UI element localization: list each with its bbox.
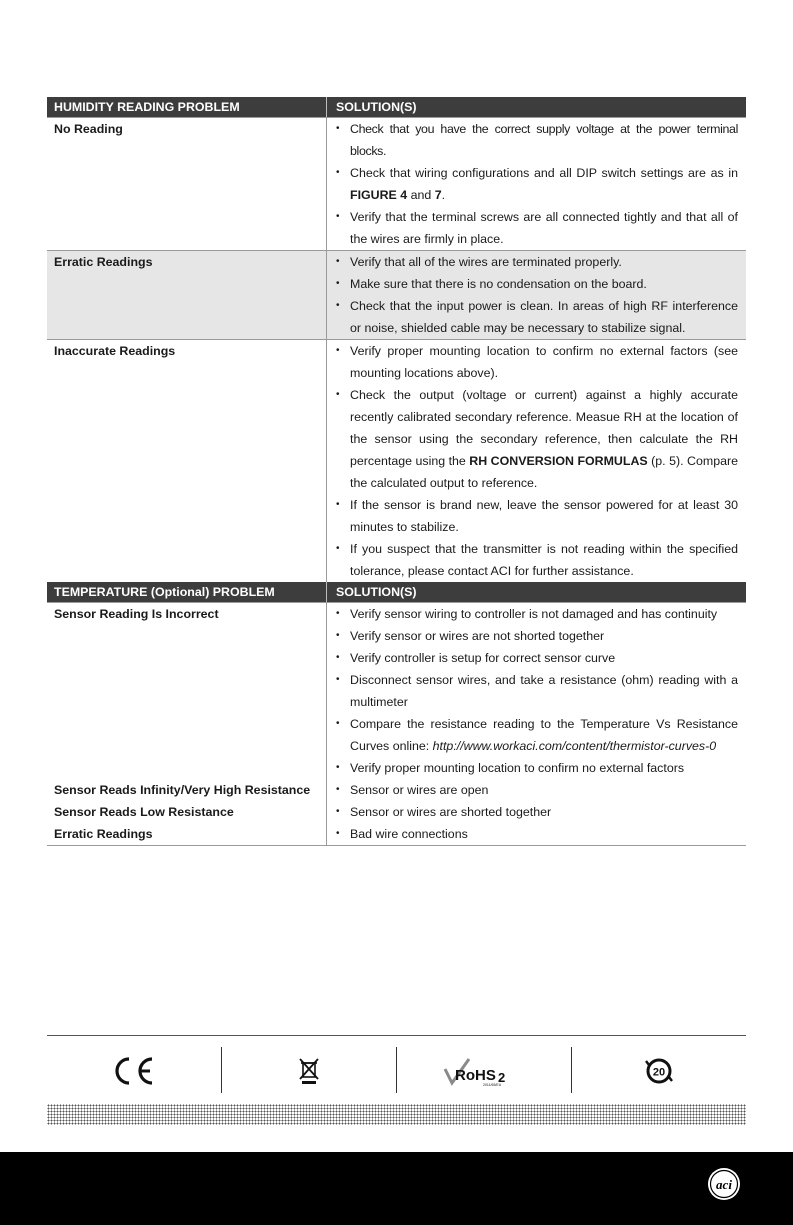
solution-cell (327, 603, 746, 779)
svg-text:2011/65/EU: 2011/65/EU (483, 1083, 502, 1087)
table-row (47, 801, 746, 823)
problem-cell: Sensor Reads Low Resistance (47, 801, 327, 823)
problem-column-header: HUMIDITY READING PROBLEM (54, 100, 240, 114)
solution-bullet: • Verify proper mounting location to confirm no external factors (see mounting locations above). (336, 344, 738, 380)
dotted-band (47, 1104, 746, 1125)
ce-mark-icon (112, 1055, 156, 1087)
solution-bullet: • Verify controller is setup for correct sensor curve (336, 651, 616, 665)
table-header (47, 582, 746, 602)
table-row (47, 602, 746, 779)
problem-cell: Erratic Readings (47, 823, 327, 845)
rohs2-logo (397, 1047, 571, 1095)
solution-column-header: SOLUTION(S) (336, 100, 417, 114)
ce-mark-logo (47, 1047, 221, 1095)
solution-bullet: • If the sensor is brand new, leave the sensor powered for at least 30 minutes to stabilize. (336, 498, 738, 534)
weee-logo (222, 1047, 396, 1095)
solution-bullet: • Disconnect sensor wires, and take a resistance (ohm) reading with a multimeter (336, 673, 738, 709)
problem-column-header: TEMPERATURE (Optional) PROBLEM (54, 585, 275, 599)
certification-logos (47, 1047, 746, 1095)
solution-bullet: • Compare the resistance reading to the Temperature Vs Resistance Curves online: http://www.workaci.com/content/thermistor-curves-0 (336, 717, 738, 753)
weee-bin-icon (298, 1057, 320, 1085)
table-row (47, 339, 746, 582)
table-row (47, 779, 746, 801)
solution-bullet: • Verify sensor or wires are not shorted together (336, 629, 605, 643)
solution-bullet: • Sensor or wires are shorted together (336, 805, 552, 819)
solution-bullet: • Verify that the terminal screws are all connected tightly and that all of the wires are firmly in place. (336, 210, 738, 246)
solution-column-header: SOLUTION(S) (336, 585, 417, 599)
footer-bar (0, 1152, 793, 1225)
table-row (47, 823, 746, 845)
problem-cell: Sensor Reads Infinity/Very High Resistance (47, 779, 327, 801)
table-row (47, 250, 746, 339)
solution-bullet: • Check the output (voltage or current) against a highly accurate recently calibrated secondary reference. Measue RH at the location of the sensor using the secondary reference, then calculate the RH percentage using the RH CONVERSION FORMULAS (p. 5). Compare the calculated output to reference. (336, 388, 738, 490)
problem-cell: Sensor Reading Is Incorrect (47, 603, 327, 779)
solution-bullet: • Make sure that there is no condensation on the board. (336, 277, 647, 291)
solution-cell (327, 801, 746, 823)
solution-bullet: • If you suspect that the transmitter is not reading within the specified tolerance, please contact ACI for further assistance. (336, 542, 738, 578)
footer-divider (47, 1035, 746, 1036)
table-row (47, 117, 746, 250)
solution-bullet: • Verify that all of the wires are terminated properly. (336, 255, 622, 269)
rohs-check-icon (443, 1055, 525, 1087)
humidity-troubleshooting-table (47, 97, 746, 846)
solution-bullet: • Check that you have the correct supply voltage at the power terminal blocks. (336, 122, 738, 158)
aci-logo (707, 1167, 741, 1201)
epup-20-logo (572, 1047, 746, 1095)
solution-bullet: • Check that wiring configurations and all DIP switch settings are as in FIGURE 4 and 7. (336, 166, 738, 202)
epup-recycle-icon (645, 1057, 673, 1085)
problem-cell: Erratic Readings (47, 251, 327, 339)
table-header (47, 97, 746, 117)
solution-cell (327, 823, 746, 845)
problem-cell: Inaccurate Readings (47, 340, 327, 582)
svg-text:RoHS: RoHS (455, 1067, 496, 1084)
problem-cell: No Reading (47, 118, 327, 250)
solution-bullet: • Verify sensor wiring to controller is not damaged and has continuity (336, 607, 718, 621)
solution-cell (327, 779, 746, 801)
svg-text:aci: aci (716, 1177, 732, 1192)
solution-cell (327, 340, 746, 582)
solution-bullet: • Verify proper mounting location to confirm no external factors (336, 761, 685, 775)
solution-cell (327, 251, 746, 339)
solution-bullet: • Bad wire connections (336, 827, 468, 841)
solution-cell (327, 118, 746, 250)
solution-bullet: • Sensor or wires are open (336, 783, 489, 797)
thermistor-curves-link[interactable]: http://www.workaci.com/content/thermistor-curves-0 (432, 739, 717, 753)
svg-text:20: 20 (652, 1066, 666, 1079)
solution-bullet: • Check that the input power is clean. In areas of high RF interference or noise, shielded cable may be necessary to stabilize signal. (336, 299, 738, 335)
svg-text:2: 2 (498, 1070, 506, 1085)
